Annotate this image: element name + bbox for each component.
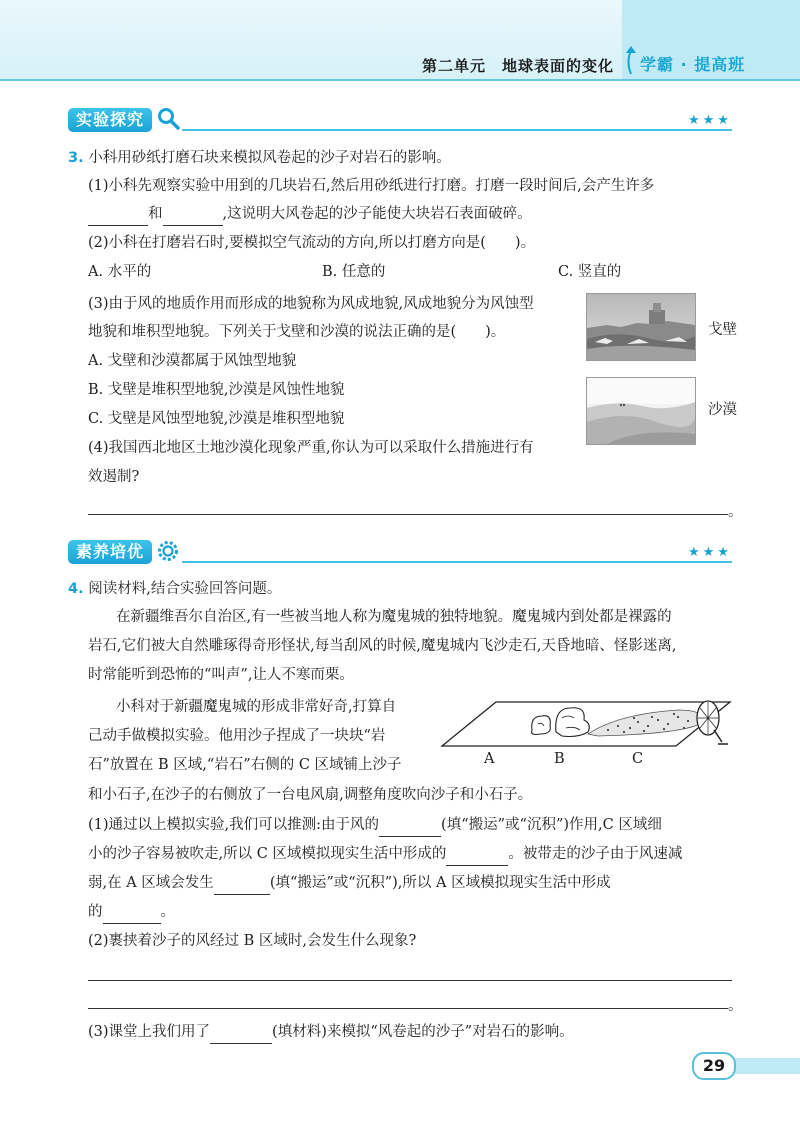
option-a[interactable]: A. 戈壁和沙漠都属于风蚀型地貌 [88, 353, 297, 369]
question-number: 3. [68, 150, 84, 166]
experiment-diagram [438, 690, 734, 750]
reading-line: 岩石,它们被大自然雕琢得奇形怪状,每当刮风的时候,魔鬼城内飞沙走石,天昏地暗、怪影迷离, [88, 638, 677, 654]
section-badge-literacy: 素养培优 [68, 540, 152, 564]
q4-part1-line1 [88, 813, 662, 837]
page-number-bar [732, 1058, 800, 1074]
question-text: 。被带走的沙子由于风速减 [508, 846, 683, 862]
end-mark: 。 [728, 998, 743, 1014]
connector-text: 和 [148, 206, 163, 222]
answer-blank[interactable] [379, 818, 441, 837]
section-badge-experiment: 实验探究 [68, 108, 152, 132]
growth-arrow-icon [622, 44, 640, 74]
question-text: (填“搬运”或“沉积”)作用,C 区域细 [441, 817, 662, 833]
answer-line[interactable] [88, 514, 728, 515]
q4-part3 [88, 1020, 574, 1044]
gear-icon [156, 539, 180, 563]
difficulty-stars: ★★★ [688, 545, 732, 560]
zone-label-a: A [484, 751, 495, 767]
q4-part1-line3 [88, 871, 611, 895]
header-rule [0, 79, 800, 81]
q4-part2: (2)裹挟着沙子的风经过 B 区域时,会发生什么现象? [88, 933, 417, 949]
answer-blank[interactable] [210, 1025, 272, 1044]
answer-blank[interactable] [163, 207, 223, 226]
question-3-stem [68, 146, 451, 170]
option-b[interactable]: B. 任意的 [322, 264, 386, 280]
zone-label-b: B [554, 751, 565, 767]
answer-blank[interactable] [446, 847, 508, 866]
answer-blank[interactable] [214, 876, 270, 895]
q3-part2: (2)小科在打磨岩石时,要模拟空气流动的方向,所以打磨方向是( )。 [88, 235, 536, 251]
question-text: (填“搬运”或“沉积”),所以 A 区域模拟现实生活中形成 [269, 875, 611, 891]
option-b[interactable]: B. 戈壁是堆积型地貌,沙漠是风蚀性地貌 [88, 382, 345, 398]
question-text: 阅读材料,结合实验回答问题。 [88, 581, 282, 597]
q3-part1-line2 [88, 202, 532, 226]
reading-line: 时常能听到恐怖的“叫声”,让人不寒而栗。 [88, 667, 354, 683]
question-text: 。 [160, 904, 175, 920]
magnifier-icon [156, 106, 180, 130]
q3-part1-line1: (1)小科先观察实验中用到的几块岩石,然后用砂纸进行打磨。打磨一段时间后,会产生许多 [88, 178, 655, 194]
q3-part3-line2: 地貌和堆积型地貌。下列关于戈壁和沙漠的说法正确的是( )。 [88, 324, 506, 340]
desert-photo [586, 377, 696, 445]
section-rule [182, 561, 732, 563]
answer-line[interactable] [88, 980, 732, 981]
q3-part4-line1: (4)我国西北地区土地沙漠化现象严重,你认为可以采取什么措施进行有 [88, 440, 534, 456]
zone-label-c: C [632, 751, 644, 767]
question-text: 小的沙子容易被吹走,所以 C 区域模拟现实生活中形成的 [88, 846, 447, 862]
question-text: 弱,在 A 区域会发生 [88, 875, 214, 891]
photo-label-desert: 沙漠 [708, 402, 737, 418]
reading-line: 小科对于新疆魔鬼城的形成非常好奇,打算自 [116, 699, 397, 715]
q3-part3-line1: (3)由于风的地质作用而形成的地貌称为风成地貌,风成地貌分为风蚀型 [88, 296, 534, 312]
end-mark: 。 [728, 504, 743, 520]
reading-line: 和小石子,在沙子的右侧放了一台电风扇,调整角度吹向沙子和小石子。 [88, 787, 533, 803]
question-text: 的 [88, 904, 103, 920]
answer-blank[interactable] [88, 207, 148, 226]
option-c[interactable]: C. 戈壁是风蚀型地貌,沙漠是堆积型地貌 [88, 411, 345, 427]
option-c[interactable]: C. 竖直的 [558, 264, 622, 280]
question-text: (3)课堂上我们用了 [88, 1024, 211, 1040]
reading-line: 己动手做模拟实验。他用沙子捏成了一块块“岩 [88, 728, 386, 744]
gobi-photo [586, 293, 696, 361]
reading-line: 在新疆维吾尔自治区,有一些被当地人称为魔鬼城的独特地貌。魔鬼城内到处都是裸露的 [116, 609, 672, 625]
page-number: 29 [692, 1052, 736, 1080]
q4-part1-line2 [88, 842, 682, 866]
question-4-stem [68, 577, 281, 601]
question-text: (1)通过以上模拟实验,我们可以推测:由于风的 [88, 817, 380, 833]
brand-logo: 学霸 · 提高班 [640, 55, 746, 74]
reading-line: 石”放置在 B 区域,“岩石”右侧的 C 区域铺上沙子 [88, 757, 402, 773]
section-rule [182, 129, 732, 131]
question-number: 4. [68, 581, 84, 597]
q4-part1-line4 [88, 900, 175, 924]
unit-title: 第二单元 地球表面的变化 [422, 57, 615, 75]
conclusion-text: ,这说明大风卷起的沙子能使大块岩石表面破碎。 [222, 206, 532, 222]
answer-line[interactable] [88, 1008, 728, 1009]
question-text: 小科用砂纸打磨石块来模拟风卷起的沙子对岩石的影响。 [88, 150, 451, 166]
photo-label-gobi: 戈壁 [708, 322, 737, 338]
difficulty-stars: ★★★ [688, 113, 732, 128]
option-a[interactable]: A. 水平的 [88, 264, 152, 280]
answer-blank[interactable] [103, 905, 161, 924]
question-text: (填材料)来模拟“风卷起的沙子”对岩石的影响。 [272, 1024, 574, 1040]
q3-part4-line2: 效遏制? [88, 469, 140, 485]
